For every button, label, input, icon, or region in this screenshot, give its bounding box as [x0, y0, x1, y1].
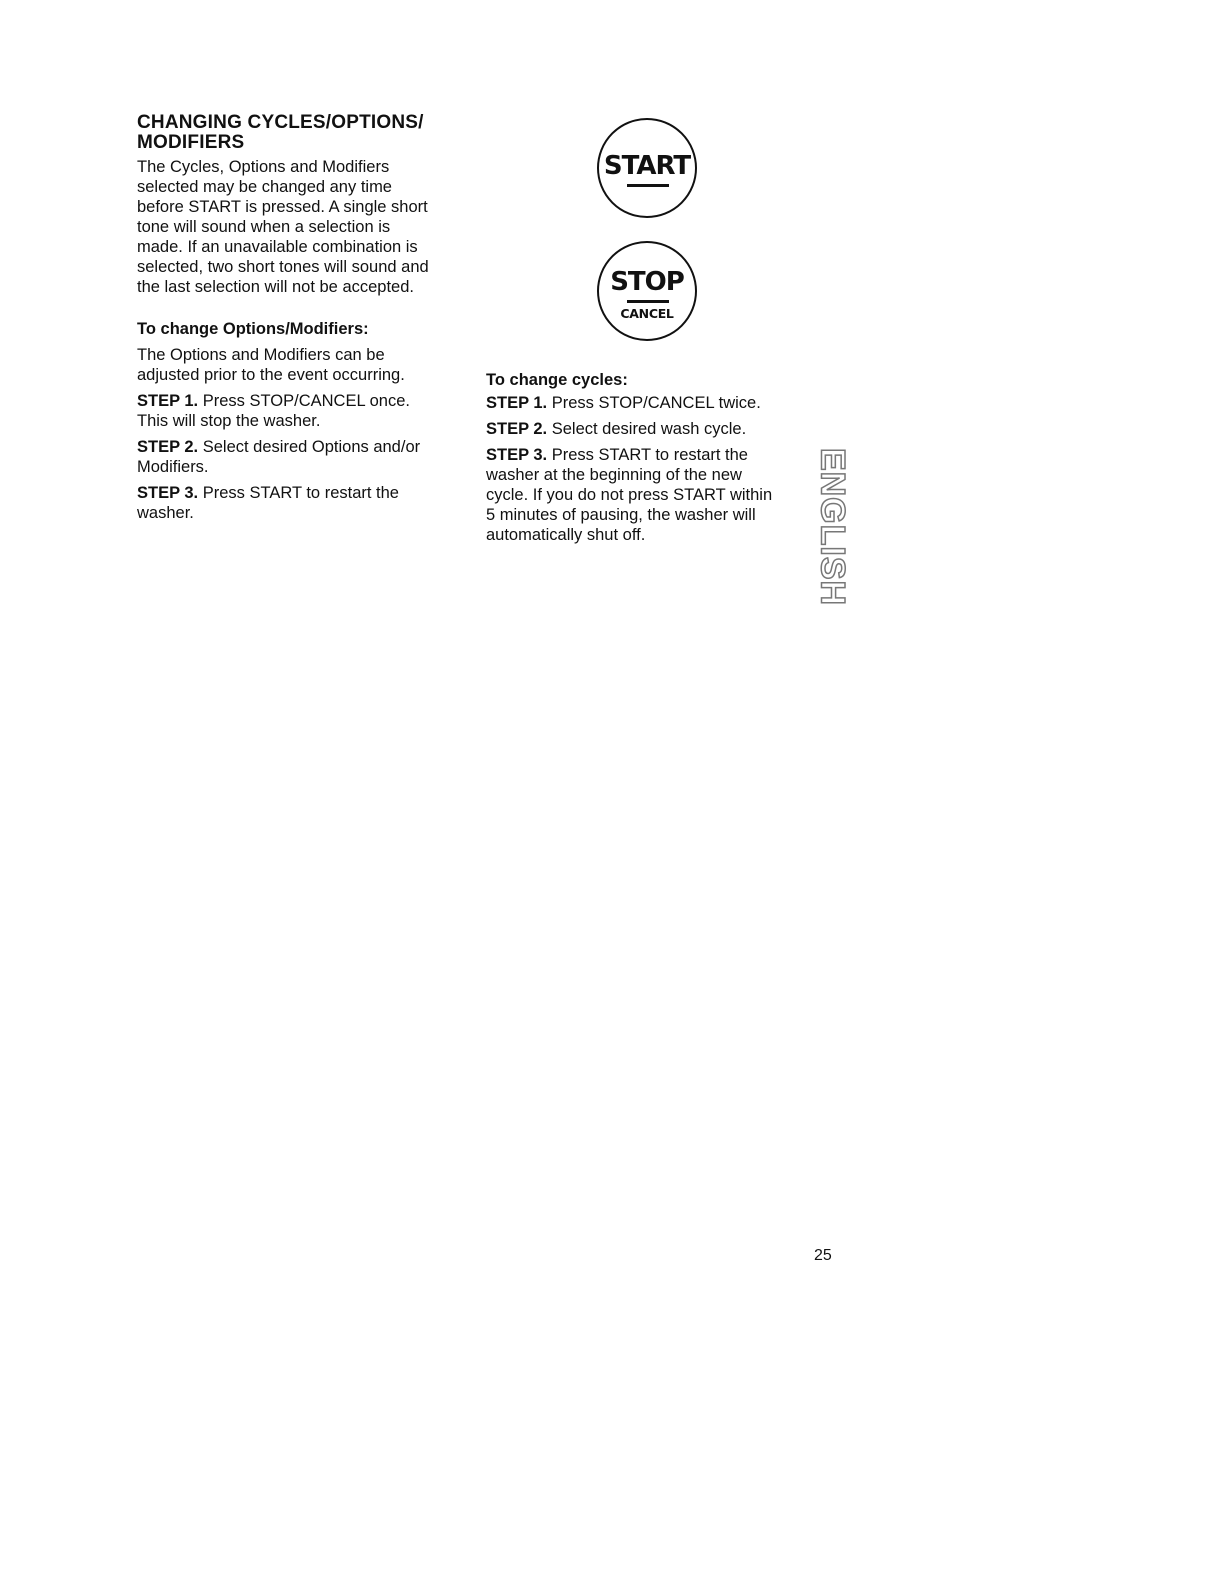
cycles-subheading: To change cycles: [486, 371, 628, 389]
stop-cancel-button-illustration [597, 241, 697, 341]
intro-line: The Cycles, Options and Modifiers [137, 158, 390, 176]
start-button-illustration [597, 118, 697, 218]
step-text: Press START to restart the [547, 446, 748, 464]
step-text-continuation: 5 minutes of pausing, the washer will [486, 506, 756, 524]
cancel-button-label: CANCEL [620, 306, 674, 321]
step-text: Press START to restart the [198, 484, 399, 502]
step-label: STEP 1. [486, 394, 548, 412]
step-text-continuation: cycle. If you do not press START within [486, 486, 773, 504]
section-heading-line-2: MODIFIERS [137, 132, 245, 153]
intro-line: the last selection will not be accepted. [137, 278, 414, 296]
left-column [137, 113, 467, 529]
options-intro-paragraph [137, 345, 467, 385]
language-tab-label: ENGLISH [813, 447, 852, 607]
cycles-step-3 [486, 445, 816, 545]
cycles-step-1 [486, 393, 816, 413]
step-label: STEP 2. [486, 420, 548, 438]
options-step-2 [137, 437, 467, 477]
cycles-step-2 [486, 419, 816, 439]
step-text-continuation: This will stop the washer. [137, 412, 321, 430]
intro-line: selected, two short tones will sound and [137, 258, 429, 276]
step-label: STEP 3. [486, 446, 548, 464]
options-subheading: To change Options/Modifiers: [137, 320, 369, 338]
step-label: STEP 3. [137, 484, 199, 502]
step-text-continuation: washer. [137, 504, 194, 522]
options-step-3 [137, 483, 467, 523]
stop-button-label: STOP [610, 267, 684, 297]
step-text-continuation: Modifiers. [137, 458, 209, 476]
options-step-1 [137, 391, 467, 431]
section-heading-line-1: CHANGING CYCLES/OPTIONS/ [137, 112, 424, 133]
step-label: STEP 2. [137, 438, 199, 456]
page-number: 25 [814, 1247, 832, 1264]
step-text: Select desired wash cycle. [547, 420, 747, 438]
intro-line: tone will sound when a selection is [137, 218, 391, 236]
step-text-continuation: automatically shut off. [486, 526, 646, 544]
stop-button-underline [627, 300, 669, 303]
start-button-underline [627, 184, 669, 187]
section-heading [137, 113, 467, 153]
step-text: Select desired Options and/or [198, 438, 421, 456]
intro-line: made. If an unavailable combination is [137, 238, 418, 256]
options-intro-line: The Options and Modifiers can be [137, 346, 385, 364]
right-column [486, 370, 816, 551]
intro-line: selected may be changed any time [137, 178, 392, 196]
options-intro-line: adjusted prior to the event occurring. [137, 366, 405, 384]
intro-paragraph [137, 157, 467, 297]
step-text: Press STOP/CANCEL twice. [547, 394, 761, 412]
language-side-tab [814, 437, 850, 617]
start-button-label: START [603, 151, 691, 181]
step-label: STEP 1. [137, 392, 199, 410]
step-text-continuation: washer at the beginning of the new [486, 466, 742, 484]
step-text: Press STOP/CANCEL once. [198, 392, 410, 410]
intro-line: before START is pressed. A single short [137, 198, 428, 216]
